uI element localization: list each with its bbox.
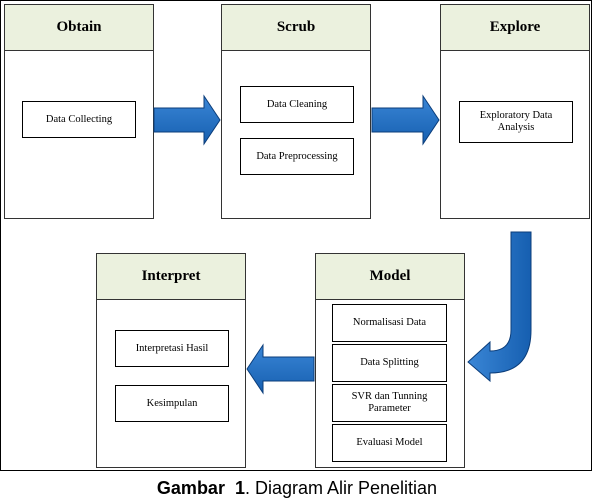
figure-caption (0, 478, 594, 499)
arrow-explore-to-model (468, 232, 531, 381)
caption-text: . Diagram Alir Penelitian (244, 478, 438, 498)
stage-explore-title: Explore (441, 5, 589, 51)
stage-model-title: Model (316, 254, 464, 300)
item-exploratory-data-analysis: Exploratory Data Analysis (459, 101, 573, 143)
item-interpretasi-hasil: Interpretasi Hasil (115, 330, 229, 367)
stage-interpret-title: Interpret (97, 254, 245, 300)
arrow-model-to-interpret (247, 345, 314, 393)
item-kesimpulan: Kesimpulan (115, 385, 229, 422)
stage-scrub-title: Scrub (222, 5, 370, 51)
caption-label: Gambar (156, 478, 225, 498)
item-svr-tunning-parameter: SVR dan Tunning Parameter (332, 384, 447, 422)
caption-number: 1 (234, 478, 245, 498)
stage-obtain-title: Obtain (5, 5, 153, 51)
item-data-collecting: Data Collecting (22, 101, 136, 138)
item-data-preprocessing: Data Preprocessing (240, 138, 354, 175)
item-data-splitting: Data Splitting (332, 344, 447, 382)
item-data-cleaning: Data Cleaning (240, 86, 354, 123)
item-evaluasi-model: Evaluasi Model (332, 424, 447, 462)
item-normalisasi-data: Normalisasi Data (332, 304, 447, 342)
arrow-scrub-to-explore (372, 96, 439, 144)
arrow-obtain-to-scrub (154, 96, 220, 144)
